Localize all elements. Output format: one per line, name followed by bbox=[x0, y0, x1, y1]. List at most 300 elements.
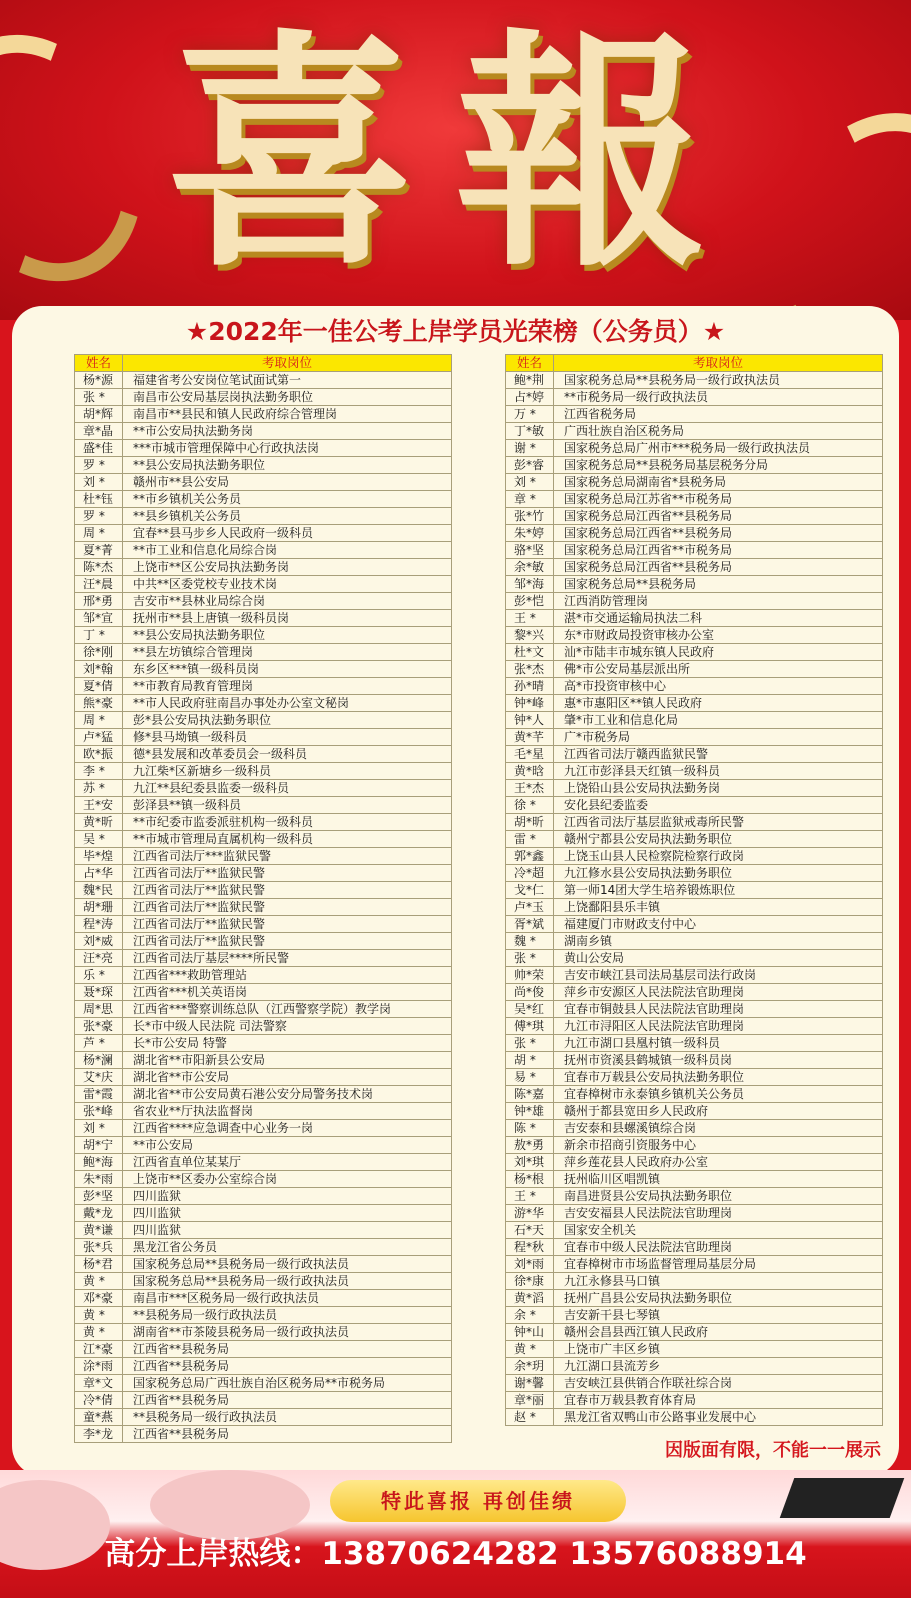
table-row bbox=[506, 576, 883, 593]
admitted-post: **县税务局一级行政执法员 bbox=[123, 1409, 452, 1426]
student-name: 王 * bbox=[506, 1188, 554, 1205]
admitted-post: 国家税务总局**县税务局 bbox=[554, 576, 883, 593]
admitted-post: 第一师14团大学生培养锻炼职位 bbox=[554, 882, 883, 899]
admitted-post: 高*市投资审核中心 bbox=[554, 678, 883, 695]
admitted-post: 彭*县公安局执法勤务职位 bbox=[123, 712, 452, 729]
col-header-name: 姓名 bbox=[506, 355, 554, 372]
table-row bbox=[75, 1001, 452, 1018]
student-name: 赵 * bbox=[506, 1409, 554, 1426]
table-row bbox=[506, 1001, 883, 1018]
student-name: 敖*勇 bbox=[506, 1137, 554, 1154]
student-name: 鲍*海 bbox=[75, 1154, 123, 1171]
table-row bbox=[75, 1426, 452, 1443]
student-name: 钟*峰 bbox=[506, 695, 554, 712]
table-row bbox=[75, 1103, 452, 1120]
admitted-post: **市公安局执法勤务岗 bbox=[123, 423, 452, 440]
admitted-post: 国家税务总局**县税务局一级行政执法员 bbox=[123, 1256, 452, 1273]
table-row bbox=[506, 1409, 883, 1426]
student-name: 张*豪 bbox=[75, 1018, 123, 1035]
student-name: 黄*昕 bbox=[75, 814, 123, 831]
student-name: 芦 * bbox=[75, 1035, 123, 1052]
table-row bbox=[506, 1222, 883, 1239]
student-name: 万 * bbox=[506, 406, 554, 423]
table-row bbox=[75, 1120, 452, 1137]
student-name: 盛*佳 bbox=[75, 440, 123, 457]
student-name: 刘*琪 bbox=[506, 1154, 554, 1171]
admitted-post: 抚州广昌县公安局执法勤务职位 bbox=[554, 1290, 883, 1307]
student-name: 傅*琪 bbox=[506, 1018, 554, 1035]
student-name: 邓*豪 bbox=[75, 1290, 123, 1307]
admitted-post: 湖南乡镇 bbox=[554, 933, 883, 950]
admitted-post: 宜春市万载县公安局执法勤务职位 bbox=[554, 1069, 883, 1086]
student-name: 占*华 bbox=[75, 865, 123, 882]
admitted-post: 九江修水县公安局执法勤务职位 bbox=[554, 865, 883, 882]
student-name: 魏*民 bbox=[75, 882, 123, 899]
table-row bbox=[506, 797, 883, 814]
student-name: 骆*坚 bbox=[506, 542, 554, 559]
admitted-post: 九江市彭泽县天红镇一级科员 bbox=[554, 763, 883, 780]
table-row bbox=[506, 1120, 883, 1137]
student-name: 邹*海 bbox=[506, 576, 554, 593]
table-row bbox=[506, 780, 883, 797]
admitted-post: 湛*市交通运输局执法二科 bbox=[554, 610, 883, 627]
table-row bbox=[506, 984, 883, 1001]
table-row bbox=[506, 1171, 883, 1188]
table-row bbox=[506, 1358, 883, 1375]
table-row bbox=[506, 491, 883, 508]
table-row bbox=[75, 525, 452, 542]
honor-table-right bbox=[505, 354, 883, 1426]
table-row bbox=[506, 1188, 883, 1205]
admitted-post: **市工业和信息化局综合岗 bbox=[123, 542, 452, 559]
admitted-post: 国家安全机关 bbox=[554, 1222, 883, 1239]
admitted-post: 抚州市资溪县鹤城镇一级科员岗 bbox=[554, 1052, 883, 1069]
student-name: 张*兵 bbox=[75, 1239, 123, 1256]
student-name: 彭*坚 bbox=[75, 1188, 123, 1205]
table-row bbox=[506, 1137, 883, 1154]
student-name: 毛*星 bbox=[506, 746, 554, 763]
admitted-post: 湖北省**市公安局黄石港公安分局警务技术岗 bbox=[123, 1086, 452, 1103]
admitted-post: 黑龙江省双鸭山市公路事业发展中心 bbox=[554, 1409, 883, 1426]
table-row bbox=[506, 1035, 883, 1052]
admitted-post: 福建省考公安岗位笔试面试第一 bbox=[123, 372, 452, 389]
admitted-post: 肇*市工业和信息化局 bbox=[554, 712, 883, 729]
table-row bbox=[75, 423, 452, 440]
student-name: 徐 * bbox=[506, 797, 554, 814]
table-row bbox=[75, 1341, 452, 1358]
admitted-post: 宜春樟树市永泰镇乡镇机关公务员 bbox=[554, 1086, 883, 1103]
table-row bbox=[506, 1324, 883, 1341]
table-row bbox=[506, 678, 883, 695]
table-row bbox=[75, 984, 452, 1001]
student-name: 江*豪 bbox=[75, 1341, 123, 1358]
admitted-post: 德*县发展和改革委员会一级科员 bbox=[123, 746, 452, 763]
admitted-post: 吉安泰和县螺溪镇综合岗 bbox=[554, 1120, 883, 1137]
table-row bbox=[506, 457, 883, 474]
student-name: 黎*兴 bbox=[506, 627, 554, 644]
admitted-post: **县左坊镇综合管理岗 bbox=[123, 644, 452, 661]
table-row bbox=[75, 1290, 452, 1307]
student-name: 刘 * bbox=[75, 1120, 123, 1137]
student-name: 钟*人 bbox=[506, 712, 554, 729]
admitted-post: 长*市中级人民法院 司法警察 bbox=[123, 1018, 452, 1035]
admitted-post: ***市城市管理保障中心行政执法岗 bbox=[123, 440, 452, 457]
admitted-post: 江西省直单位某某厅 bbox=[123, 1154, 452, 1171]
admitted-post: 中共**区委党校专业技术岗 bbox=[123, 576, 452, 593]
student-name: 李 * bbox=[75, 763, 123, 780]
admitted-post: 上饶市**区委办公室综合岗 bbox=[123, 1171, 452, 1188]
student-name: 李*龙 bbox=[75, 1426, 123, 1443]
student-name: 刘 * bbox=[75, 474, 123, 491]
admitted-post: 九江市浔阳区人民法院法官助理岗 bbox=[554, 1018, 883, 1035]
admitted-post: 湖南省**市茶陵县税务局一级行政执法员 bbox=[123, 1324, 452, 1341]
student-name: 陈*嘉 bbox=[506, 1086, 554, 1103]
table-row bbox=[75, 1324, 452, 1341]
table-row bbox=[75, 831, 452, 848]
student-name: 郭*鑫 bbox=[506, 848, 554, 865]
table-row bbox=[75, 967, 452, 984]
table-row bbox=[75, 695, 452, 712]
student-name: 汪*晨 bbox=[75, 576, 123, 593]
admitted-post: 国家税务总局江西省**县税务局 bbox=[554, 508, 883, 525]
admitted-post: 湖北省**市阳新县公安局 bbox=[123, 1052, 452, 1069]
table-row bbox=[506, 1341, 883, 1358]
admitted-post: 江西省司法厅赣西监狱民警 bbox=[554, 746, 883, 763]
student-name: 陈*杰 bbox=[75, 559, 123, 576]
admitted-post: 江西消防管理岗 bbox=[554, 593, 883, 610]
table-row bbox=[506, 1256, 883, 1273]
table-row bbox=[75, 1256, 452, 1273]
table-row bbox=[75, 1069, 452, 1086]
admitted-post: 国家税务总局江西省**县税务局 bbox=[554, 559, 883, 576]
table-row bbox=[506, 610, 883, 627]
admitted-post: 吉安市**县林业局综合岗 bbox=[123, 593, 452, 610]
student-name: 黄 * bbox=[75, 1307, 123, 1324]
table-row bbox=[75, 1154, 452, 1171]
student-name: 张*杰 bbox=[506, 661, 554, 678]
student-name: 朱*雨 bbox=[75, 1171, 123, 1188]
table-row bbox=[75, 491, 452, 508]
table-row bbox=[506, 1154, 883, 1171]
table-row bbox=[75, 389, 452, 406]
table-row bbox=[75, 1222, 452, 1239]
student-name: 丁*敏 bbox=[506, 423, 554, 440]
student-name: 胥*斌 bbox=[506, 916, 554, 933]
table-row bbox=[506, 525, 883, 542]
admitted-post: **县公安局执法勤务职位 bbox=[123, 457, 452, 474]
table-row bbox=[75, 406, 452, 423]
table-row bbox=[75, 1307, 452, 1324]
admitted-post: 江西省**县税务局 bbox=[123, 1392, 452, 1409]
table-row bbox=[75, 542, 452, 559]
student-name: 黄 * bbox=[506, 1341, 554, 1358]
student-name: 杜*钰 bbox=[75, 491, 123, 508]
student-name: 冷*倩 bbox=[75, 1392, 123, 1409]
admitted-post: 安化县纪委监委 bbox=[554, 797, 883, 814]
student-name: 杨*源 bbox=[75, 372, 123, 389]
table-row bbox=[506, 814, 883, 831]
table-row bbox=[506, 967, 883, 984]
page-title: ★2022年一佳公考上岸学员光荣榜（公务员）★ bbox=[185, 317, 726, 346]
admitted-post: 东乡区***镇一级科员岗 bbox=[123, 661, 452, 678]
student-name: 孙*晴 bbox=[506, 678, 554, 695]
student-name: 钟*雄 bbox=[506, 1103, 554, 1120]
student-name: 程*涛 bbox=[75, 916, 123, 933]
admitted-post: 江西省****应急调查中心业务一岗 bbox=[123, 1120, 452, 1137]
table-row bbox=[506, 372, 883, 389]
table-row bbox=[75, 457, 452, 474]
table-row bbox=[506, 627, 883, 644]
student-name: 章*丽 bbox=[506, 1392, 554, 1409]
student-name: 童*燕 bbox=[75, 1409, 123, 1426]
student-name: 王*安 bbox=[75, 797, 123, 814]
student-name: 余*敏 bbox=[506, 559, 554, 576]
admitted-post: 宜春市铜鼓县人民法院法官助理岗 bbox=[554, 1001, 883, 1018]
student-name: 罗 * bbox=[75, 457, 123, 474]
admitted-post: 国家税务总局**县税务局一级行政执法员 bbox=[123, 1273, 452, 1290]
student-name: 彭*恺 bbox=[506, 593, 554, 610]
admitted-post: 吉安市峡江县司法局基层司法行政岗 bbox=[554, 967, 883, 984]
admitted-post: 四川监狱 bbox=[123, 1222, 452, 1239]
admitted-post: 南昌进贤县公安局执法勤务职位 bbox=[554, 1188, 883, 1205]
student-name: 张*竹 bbox=[506, 508, 554, 525]
student-name: 杜*文 bbox=[506, 644, 554, 661]
table-row bbox=[506, 661, 883, 678]
student-name: 黄*滔 bbox=[506, 1290, 554, 1307]
admitted-post: 九江市湖口县凰村镇一级科员 bbox=[554, 1035, 883, 1052]
table-row bbox=[75, 559, 452, 576]
admitted-post: 赣州市**县公安局 bbox=[123, 474, 452, 491]
admitted-post: **市城市管理局直属机构一级科员 bbox=[123, 831, 452, 848]
table-row bbox=[506, 865, 883, 882]
table-row bbox=[75, 1137, 452, 1154]
hotline-text: 高分上岸热线：13870624282 13576088914 bbox=[104, 1536, 807, 1572]
student-name: 黄 * bbox=[75, 1273, 123, 1290]
table-row bbox=[506, 831, 883, 848]
admitted-post: 国家税务总局广州市***税务局一级行政执法员 bbox=[554, 440, 883, 457]
admitted-post: 江西省司法厅***监狱民警 bbox=[123, 848, 452, 865]
admitted-post: 江西省***救助管理站 bbox=[123, 967, 452, 984]
admitted-post: 国家税务总局**县税务局一级行政执法员 bbox=[554, 372, 883, 389]
admitted-post: 江西省**县税务局 bbox=[123, 1341, 452, 1358]
admitted-post: 九江柴*区新塘乡一级科员 bbox=[123, 763, 452, 780]
student-name: 彭*睿 bbox=[506, 457, 554, 474]
slogan-banner: 特此喜报 再创佳绩 bbox=[330, 1480, 626, 1522]
admitted-post: 南昌市***区税务局一级行政执法员 bbox=[123, 1290, 452, 1307]
student-name: 周 * bbox=[75, 525, 123, 542]
admitted-post: 江西省司法厅**监狱民警 bbox=[123, 916, 452, 933]
table-row bbox=[506, 1375, 883, 1392]
student-name: 欧*振 bbox=[75, 746, 123, 763]
admitted-post: 黑龙江省公务员 bbox=[123, 1239, 452, 1256]
big-title: 喜報 bbox=[165, 6, 746, 300]
admitted-post: 江西省**县税务局 bbox=[123, 1358, 452, 1375]
admitted-post: 江西省司法厅**监狱民警 bbox=[123, 899, 452, 916]
admitted-post: 宜春市中级人民法院法官助理岗 bbox=[554, 1239, 883, 1256]
student-name: 戴*龙 bbox=[75, 1205, 123, 1222]
admitted-post: 国家税务总局广西壮族自治区税务局**市税务局 bbox=[123, 1375, 452, 1392]
student-name: 吴 * bbox=[75, 831, 123, 848]
table-row bbox=[506, 1392, 883, 1409]
table-row bbox=[506, 746, 883, 763]
admitted-post: 国家税务总局江西省**县税务局 bbox=[554, 525, 883, 542]
table-row bbox=[75, 1409, 452, 1426]
table-row bbox=[75, 1018, 452, 1035]
student-name: 艾*庆 bbox=[75, 1069, 123, 1086]
admitted-post: 赣州于都县宽田乡人民政府 bbox=[554, 1103, 883, 1120]
table-row bbox=[75, 933, 452, 950]
student-name: 张 * bbox=[75, 389, 123, 406]
table-row bbox=[75, 814, 452, 831]
table-row bbox=[506, 542, 883, 559]
table-row bbox=[506, 440, 883, 457]
table-row bbox=[75, 1375, 452, 1392]
table-row bbox=[75, 644, 452, 661]
student-name: 刘*威 bbox=[75, 933, 123, 950]
student-name: 朱*婷 bbox=[506, 525, 554, 542]
table-row bbox=[75, 1086, 452, 1103]
admitted-post: **市税务局一级行政执法员 bbox=[554, 389, 883, 406]
table-row bbox=[506, 1103, 883, 1120]
student-name: 尚*俊 bbox=[506, 984, 554, 1001]
student-name: 陈 * bbox=[506, 1120, 554, 1137]
admitted-post: 江西省**县税务局 bbox=[123, 1426, 452, 1443]
honor-list-panel bbox=[12, 306, 899, 1476]
admitted-post: 上饶鄱阳县乐丰镇 bbox=[554, 899, 883, 916]
admitted-post: 赣州宁都县公安局执法勤务职位 bbox=[554, 831, 883, 848]
admitted-post: 九江永修县马口镇 bbox=[554, 1273, 883, 1290]
admitted-post: 惠*市惠阳区**镇人民政府 bbox=[554, 695, 883, 712]
admitted-post: **市纪委市监委派驻机构一级科员 bbox=[123, 814, 452, 831]
admitted-post: 萍乡市安源区人民法院法官助理岗 bbox=[554, 984, 883, 1001]
student-name: 卢*玉 bbox=[506, 899, 554, 916]
student-name: 卢*猛 bbox=[75, 729, 123, 746]
student-name: 丁 * bbox=[75, 627, 123, 644]
table-row bbox=[75, 1239, 452, 1256]
student-name: 张 * bbox=[506, 950, 554, 967]
admitted-post: 萍乡莲花县人民政府办公室 bbox=[554, 1154, 883, 1171]
admitted-post: 江西省***警察训练总队（江西警察学院）教学岗 bbox=[123, 1001, 452, 1018]
admitted-post: **市乡镇机关公务员 bbox=[123, 491, 452, 508]
admitted-post: 吉安峡江县供销合作联社综合岗 bbox=[554, 1375, 883, 1392]
student-name: 邹*宣 bbox=[75, 610, 123, 627]
admitted-post: 九江**县纪委县监委一级科员 bbox=[123, 780, 452, 797]
table-row bbox=[75, 1273, 452, 1290]
student-name: 胡*珊 bbox=[75, 899, 123, 916]
student-name: 戈*仁 bbox=[506, 882, 554, 899]
admitted-post: 四川监狱 bbox=[123, 1188, 452, 1205]
student-name: 苏 * bbox=[75, 780, 123, 797]
table-row bbox=[506, 644, 883, 661]
admitted-post: **县乡镇机关公务员 bbox=[123, 508, 452, 525]
table-row bbox=[75, 678, 452, 695]
student-name: 王 * bbox=[506, 610, 554, 627]
student-name: 魏 * bbox=[506, 933, 554, 950]
student-name: 刘*翰 bbox=[75, 661, 123, 678]
student-name: 章 * bbox=[506, 491, 554, 508]
student-name: 鲍*荆 bbox=[506, 372, 554, 389]
table-row bbox=[75, 1392, 452, 1409]
admitted-post: 江西省司法厅**监狱民警 bbox=[123, 882, 452, 899]
admitted-post: 汕*市陆丰市城东镇人民政府 bbox=[554, 644, 883, 661]
admitted-post: 江西省司法厅**监狱民警 bbox=[123, 865, 452, 882]
admitted-post: 南昌市公安局基层岗执法勤务职位 bbox=[123, 389, 452, 406]
admitted-post: 宜春**县马步乡人民政府一级科员 bbox=[123, 525, 452, 542]
student-name: 刘*雨 bbox=[506, 1256, 554, 1273]
table-row bbox=[75, 780, 452, 797]
admitted-post: 抚州市**县上唐镇一级科员岗 bbox=[123, 610, 452, 627]
student-name: 雷 * bbox=[506, 831, 554, 848]
table-row bbox=[75, 1171, 452, 1188]
admitted-post: 上饶市**区公安局执法勤务岗 bbox=[123, 559, 452, 576]
table-row bbox=[506, 1069, 883, 1086]
col-header-post: 考取岗位 bbox=[123, 355, 452, 372]
table-row bbox=[506, 1052, 883, 1069]
table-row bbox=[506, 559, 883, 576]
table-row bbox=[506, 712, 883, 729]
table-row bbox=[506, 1239, 883, 1256]
student-name: 邢*勇 bbox=[75, 593, 123, 610]
admitted-post: 四川监狱 bbox=[123, 1205, 452, 1222]
student-name: 冷*超 bbox=[506, 865, 554, 882]
table-row bbox=[75, 627, 452, 644]
student-name: 刘 * bbox=[506, 474, 554, 491]
table-row bbox=[75, 848, 452, 865]
admitted-post: **市公安局 bbox=[123, 1137, 452, 1154]
table-row bbox=[506, 1086, 883, 1103]
table-row bbox=[75, 1358, 452, 1375]
student-name: 胡 * bbox=[506, 1052, 554, 1069]
student-name: 熊*豪 bbox=[75, 695, 123, 712]
student-name: 周*思 bbox=[75, 1001, 123, 1018]
admitted-post: 新余市招商引资服务中心 bbox=[554, 1137, 883, 1154]
admitted-post: 九江湖口县流芳乡 bbox=[554, 1358, 883, 1375]
admitted-post: **县公安局执法勤务职位 bbox=[123, 627, 452, 644]
student-name: 周 * bbox=[75, 712, 123, 729]
student-name: 雷*霞 bbox=[75, 1086, 123, 1103]
admitted-post: 吉安安福县人民法院法官助理岗 bbox=[554, 1205, 883, 1222]
student-name: 章*晶 bbox=[75, 423, 123, 440]
table-row bbox=[506, 406, 883, 423]
table-row bbox=[75, 440, 452, 457]
admitted-post: 江西省***机关英语岗 bbox=[123, 984, 452, 1001]
admitted-post: 湖北省**市公安局 bbox=[123, 1069, 452, 1086]
student-name: 杨*澜 bbox=[75, 1052, 123, 1069]
table-row bbox=[75, 474, 452, 491]
student-name: 夏*菁 bbox=[75, 542, 123, 559]
student-name: 程*秋 bbox=[506, 1239, 554, 1256]
student-name: 钟*山 bbox=[506, 1324, 554, 1341]
table-row bbox=[506, 593, 883, 610]
table-row bbox=[506, 1307, 883, 1324]
student-name: 黄*晗 bbox=[506, 763, 554, 780]
admitted-post: 上饶玉山县人民检察院检察行政岗 bbox=[554, 848, 883, 865]
admitted-post: 赣州会昌县西江镇人民政府 bbox=[554, 1324, 883, 1341]
student-name: 徐*康 bbox=[506, 1273, 554, 1290]
student-name: 夏*倩 bbox=[75, 678, 123, 695]
table-row bbox=[75, 712, 452, 729]
table-row bbox=[75, 865, 452, 882]
admitted-post: 广*市税务局 bbox=[554, 729, 883, 746]
admitted-post: 修*县马坳镇一级科员 bbox=[123, 729, 452, 746]
student-name: 杨*根 bbox=[506, 1171, 554, 1188]
student-name: 涂*雨 bbox=[75, 1358, 123, 1375]
table-row bbox=[75, 797, 452, 814]
student-name: 游*华 bbox=[506, 1205, 554, 1222]
admitted-post: 江西省司法厅基层监狱戒毒所民警 bbox=[554, 814, 883, 831]
admitted-post: 南昌市**县民和镇人民政府综合管理岗 bbox=[123, 406, 452, 423]
table-row bbox=[75, 661, 452, 678]
